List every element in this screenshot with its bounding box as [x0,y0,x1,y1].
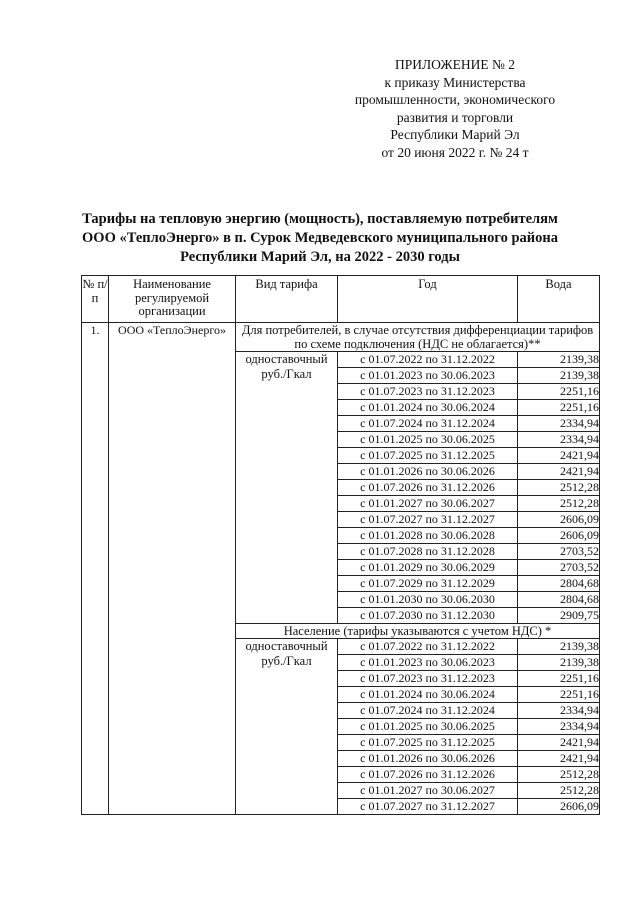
header-number: № п/п [82,276,109,323]
period-cell: с 01.07.2028 по 31.12.2028 [338,544,518,560]
water-value-cell: 2251,16 [518,671,600,687]
water-value-cell: 2251,16 [518,400,600,416]
period-cell: с 01.07.2022 по 31.12.2022 [338,352,518,368]
group-label: Для потребителей, в случае отсутствия дифференциации тарифов по схеме подключения (НДС не облагается)** [236,323,600,352]
period-cell: с 01.01.2026 по 30.06.2026 [338,464,518,480]
period-cell: с 01.07.2024 по 31.12.2024 [338,416,518,432]
period-cell: с 01.07.2026 по 31.12.2026 [338,767,518,783]
approval-block [330,56,580,161]
period-cell: с 01.01.2025 по 30.06.2025 [338,432,518,448]
water-value-cell: 2804,68 [518,592,600,608]
title-line: ООО «ТеплоЭнерго» в п. Сурок Медведевского муниципального района [82,230,558,246]
period-cell: с 01.01.2026 по 30.06.2026 [338,751,518,767]
water-value-cell: 2909,75 [518,608,600,624]
approval-line: развития и торговли [396,109,514,125]
period-cell: с 01.01.2027 по 30.06.2027 [338,783,518,799]
period-cell: с 01.01.2023 по 30.06.2023 [338,368,518,384]
water-value-cell: 2334,94 [518,703,600,719]
header-year: Год [338,276,518,323]
tariff-table [81,275,600,815]
water-value-cell: 2512,28 [518,480,600,496]
water-value-cell: 2421,94 [518,735,600,751]
approval-line: Республики Марий Эл [390,127,520,142]
water-value-cell: 2512,28 [518,767,600,783]
water-value-cell: 2606,09 [518,512,600,528]
approval-line: промышленности, экономического [354,92,556,107]
period-cell: с 01.01.2023 по 30.06.2023 [338,655,518,671]
water-value-cell: 2606,09 [518,528,600,544]
period-cell: с 01.07.2030 по 31.12.2030 [338,608,518,624]
document-title [40,210,600,267]
period-cell: с 01.07.2025 по 31.12.2025 [338,448,518,464]
water-value-cell: 2139,38 [518,352,600,368]
water-value-cell: 2703,52 [518,560,600,576]
period-cell: с 01.07.2024 по 31.12.2024 [338,703,518,719]
period-cell: с 01.07.2022 по 31.12.2022 [338,639,518,655]
water-value-cell: 2139,38 [518,639,600,655]
water-value-cell: 2512,28 [518,496,600,512]
title-line: Тарифы на тепловую энергию (мощность), поставляемую потребителям [82,211,558,227]
period-cell: с 01.01.2028 по 30.06.2028 [338,528,518,544]
period-cell: с 01.07.2029 по 31.12.2029 [338,576,518,592]
water-value-cell: 2334,94 [518,719,600,735]
group-label: Население (тарифы указываются с учетом НДС) * [236,624,600,639]
water-value-cell: 2804,68 [518,576,600,592]
header-organization: Наименование регулируемой организации [109,276,236,323]
period-cell: с 01.07.2027 по 31.12.2027 [338,512,518,528]
group-header-row [82,323,600,352]
period-cell: с 01.01.2030 по 30.06.2030 [338,592,518,608]
water-value-cell: 2421,94 [518,751,600,767]
period-cell: с 01.07.2025 по 31.12.2025 [338,735,518,751]
table-header-row [82,276,600,323]
period-cell: с 01.01.2027 по 30.06.2027 [338,496,518,512]
water-value-cell: 2334,94 [518,416,600,432]
table-body [82,323,600,815]
organization-name: ООО «ТеплоЭнерго» [109,323,236,815]
period-cell: с 01.07.2023 по 31.12.2023 [338,384,518,400]
period-cell: с 01.07.2026 по 31.12.2026 [338,480,518,496]
water-value-cell: 2251,16 [518,687,600,703]
water-value-cell: 2334,94 [518,432,600,448]
tariff-type: одноставочный руб./Гкал [236,639,338,815]
period-cell: с 01.01.2025 по 30.06.2025 [338,719,518,735]
water-value-cell: 2139,38 [518,655,600,671]
header-water: Вода [518,276,600,323]
water-value-cell: 2139,38 [518,368,600,384]
water-value-cell: 2606,09 [518,799,600,815]
tariff-type: одноставочный руб./Гкал [236,352,338,624]
water-value-cell: 2421,94 [518,464,600,480]
approval-line: к приказу Министерства [384,74,526,90]
row-number: 1. [82,323,109,815]
period-cell: с 01.07.2023 по 31.12.2023 [338,671,518,687]
header-tariff-type: Вид тарифа [236,276,338,323]
period-cell: с 01.07.2027 по 31.12.2027 [338,799,518,815]
approval-line: от 20 июня 2022 г. № 24 т [381,144,529,160]
title-line: Республики Марий Эл, на 2022 - 2030 годы [180,249,460,265]
approval-line: ПРИЛОЖЕНИЕ № 2 [394,57,516,72]
water-value-cell: 2512,28 [518,783,600,799]
period-cell: с 01.01.2029 по 30.06.2029 [338,560,518,576]
period-cell: с 01.01.2024 по 30.06.2024 [338,400,518,416]
water-value-cell: 2251,16 [518,384,600,400]
water-value-cell: 2703,52 [518,544,600,560]
water-value-cell: 2421,94 [518,448,600,464]
period-cell: с 01.01.2024 по 30.06.2024 [338,687,518,703]
